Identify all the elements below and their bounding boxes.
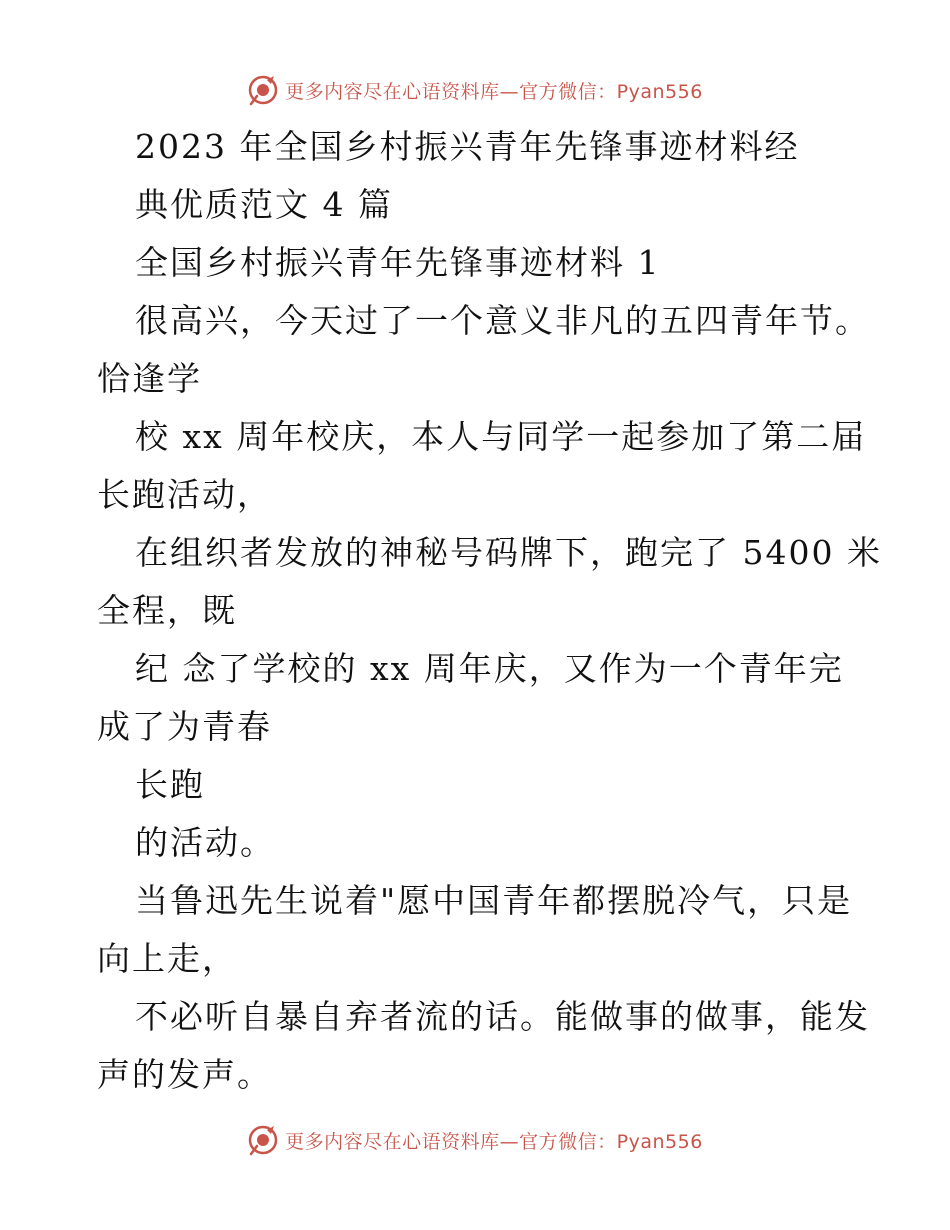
pen-logo-icon	[247, 74, 279, 106]
document-title-line-2: 典优质范文 4 篇	[135, 185, 393, 224]
pen-logo-icon	[247, 1124, 279, 1156]
section-title: 全国乡村振兴青年先锋事迹材料 1	[135, 243, 661, 282]
paragraph-line: 向上走，	[97, 939, 237, 978]
footer-banner	[0, 1120, 950, 1160]
document-title-line-1: 2023 年全国乡村振兴青年先锋事迹材料经	[135, 127, 800, 166]
paragraph-line: 的活动。	[135, 823, 275, 862]
paragraph-line: 长跑活动，	[97, 475, 272, 514]
paragraph-line: 全程，既	[97, 591, 237, 630]
paragraph-line: 成了为青春	[97, 707, 272, 746]
paragraph-line: 不必听自暴自弃者流的话。能做事的做事，能发	[135, 997, 870, 1036]
header-banner	[0, 70, 950, 110]
paragraph-line: 当鲁迅先生说着"愿中国青年都摆脱冷气，只是	[135, 881, 853, 920]
paragraph-line: 在组织者发放的神秘号码牌下，跑完了 5400 米	[135, 533, 882, 572]
paragraph-line: 恰逢学	[97, 359, 202, 398]
document-body	[97, 118, 882, 1104]
paragraph-line: 纪 念了学校的 xx 周年庆，又作为一个青年完	[135, 649, 844, 688]
header-banner-text: 更多内容尽在心语资料库—官方微信：Pyan556	[285, 80, 703, 103]
paragraph-line: 长跑	[135, 765, 205, 804]
paragraph-line: 很高兴，今天过了一个意义非凡的五四青年节。	[135, 301, 870, 340]
paragraph-line: 校 xx 周年校庆，本人与同学一起参加了第二届	[135, 417, 867, 456]
footer-banner-text: 更多内容尽在心语资料库—官方微信：Pyan556	[285, 1130, 703, 1153]
paragraph-line: 声的发声。	[97, 1055, 272, 1094]
